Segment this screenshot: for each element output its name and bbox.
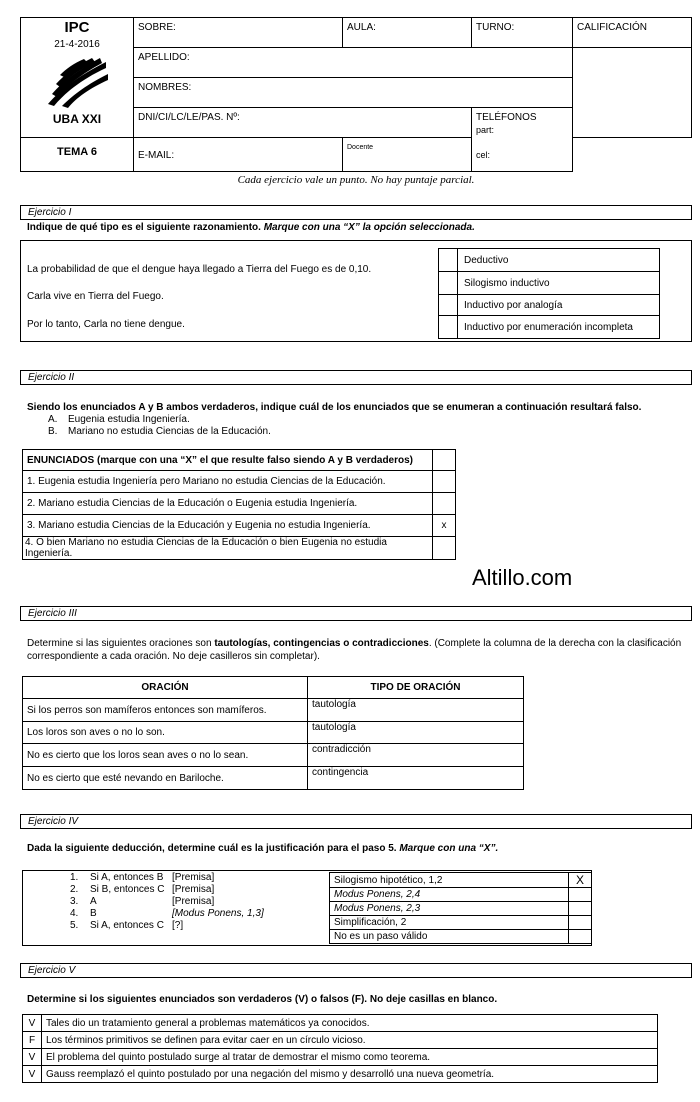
ex4-mark-5[interactable] <box>569 930 592 944</box>
cel-label: cel: <box>476 150 491 160</box>
telefonos-label: TELÉFONOS <box>476 112 537 123</box>
ex2-mark-2[interactable] <box>433 493 456 515</box>
ex4-option-3: Modus Ponens, 2,3 <box>330 902 569 916</box>
ex1-option-1: Deductivo <box>458 249 660 272</box>
ex3-col-oracion: ORACIÓN <box>23 677 308 699</box>
part-label: part: <box>476 125 495 135</box>
ex3-instruction-a: Determine si las siguientes oraciones son <box>27 638 215 649</box>
ex3-instruction <box>27 637 687 663</box>
ex4-step-1-n: 1. <box>70 872 79 883</box>
ex2-row-1: 1. Eugenia estudia Ingeniería pero Mariano no estudia Ciencias de la Educación. <box>23 471 433 493</box>
ex4-mark-1[interactable]: X <box>569 873 592 888</box>
ex1-title: Ejercicio I <box>20 205 692 220</box>
ex2-a-text: Eugenia estudia Ingeniería. <box>68 414 190 425</box>
ex1-mark-4[interactable] <box>439 316 458 339</box>
ex2-row-4: 4. O bien Mariano no estudia Ciencias de la Educación o bien Eugenia no estudia Ingeniería. <box>23 537 433 560</box>
ex2-instruction: Siendo los enunciados A y B ambos verdaderos, indique cuál de los enunciados que se enumeran a continuación resultará falso. <box>27 402 642 413</box>
ex3-sentence-1: Si los perros son mamíferos entonces son mamíferos. <box>23 699 308 722</box>
dni-field[interactable]: DNI/CI/LC/LE/PAS. Nº: <box>134 108 472 138</box>
ipc-title: IPC <box>64 19 90 36</box>
watermark: Altillo.com <box>472 565 573 590</box>
ex4-mark-2[interactable] <box>569 888 592 902</box>
ex4-instruction <box>27 842 498 855</box>
uba-label: UBA XXI <box>52 112 102 126</box>
calificacion-label: CALIFICACIÓN <box>573 18 692 48</box>
header-table <box>20 17 692 172</box>
ex5-title: Ejercicio V <box>20 963 692 978</box>
ex1-mark-2[interactable] <box>439 272 458 295</box>
ex4-options-table <box>329 872 592 944</box>
ex1-premise-2: Carla vive en Tierra del Fuego. <box>27 291 164 302</box>
ex4-step-2-text: Si B, entonces C <box>90 884 165 895</box>
ex5-mark-2[interactable]: F <box>23 1032 42 1049</box>
uba-logo-icon <box>42 54 112 108</box>
score-note: Cada ejercicio vale un punto. No hay puntaje parcial. <box>237 174 475 186</box>
ex4-title: Ejercicio IV <box>20 814 692 829</box>
ex2-a-label: A. <box>48 414 58 425</box>
ex2-mark-4[interactable] <box>433 537 456 560</box>
ex4-step-5-text: Si A, entonces C <box>90 920 164 931</box>
ex4-step-3-just: [Premisa] <box>172 896 215 907</box>
ex5-mark-4[interactable]: V <box>23 1066 42 1083</box>
exam-date: 21-4-2016 <box>54 39 100 50</box>
ex5-statement-1: Tales dio un tratamiento general a problemas matemáticos ya conocidos. <box>42 1015 658 1032</box>
ex1-options-table <box>438 248 660 339</box>
ex4-step-1-just: [Premisa] <box>172 872 215 883</box>
ex1-mark-1[interactable] <box>439 249 458 272</box>
tema-cell: TEMA 6 <box>21 138 134 172</box>
ex3-col-tipo: TIPO DE ORACIÓN <box>308 677 524 699</box>
ex1-option-2: Silogismo inductivo <box>458 272 660 295</box>
nombres-field[interactable]: NOMBRES: <box>134 78 573 108</box>
ex3-instruction-c: correspondiente a cada oración. No deje casilleros sin completar). <box>27 651 320 662</box>
ex1-instruction-mark: Marque con una “X” la opción seleccionada. <box>263 222 475 233</box>
aula-field[interactable]: AULA: <box>343 18 472 48</box>
ex4-step-1-text: Si A, entonces B <box>90 872 164 883</box>
ex4-step-5 <box>70 920 264 932</box>
ex4-instruction-b: Marque con una “X”. <box>399 843 499 854</box>
ex3-type-4[interactable]: contingencia <box>308 767 524 790</box>
ex2-b-text: Mariano no estudia Ciencias de la Educación. <box>68 426 271 437</box>
ex4-step-3 <box>70 896 264 908</box>
ex1-option-3: Inductivo por analogía <box>458 295 660 316</box>
ex4-option-2: Modus Ponens, 2,4 <box>330 888 569 902</box>
ex2-row-3: 3. Mariano estudia Ciencias de la Educación y Eugenia no estudia Ingeniería. <box>23 515 433 537</box>
ex1-premise-3: Por lo tanto, Carla no tiene dengue. <box>27 319 185 330</box>
ex5-statement-2: Los términos primitivos se definen para evitar caer en un círculo vicioso. <box>42 1032 658 1049</box>
ex1-premise-1: La probabilidad de que el dengue haya llegado a Tierra del Fuego es de 0,10. <box>27 264 372 275</box>
ex4-option-1: Silogismo hipotético, 1,2 <box>330 873 569 888</box>
ex4-step-4-n: 4. <box>70 908 79 919</box>
ex2-header-mark <box>433 450 456 471</box>
ex3-sentence-3: No es cierto que los loros sean aves o no lo sean. <box>23 744 308 767</box>
ex4-step-3-n: 3. <box>70 896 79 907</box>
ex2-mark-1[interactable] <box>433 471 456 493</box>
sobre-field[interactable]: SOBRE: <box>134 18 343 48</box>
calificacion-box[interactable] <box>573 48 692 138</box>
ex4-mark-3[interactable] <box>569 902 592 916</box>
ex5-table <box>22 1014 658 1083</box>
ex3-type-3[interactable]: contradicción <box>308 744 524 767</box>
ex4-step-2 <box>70 884 264 896</box>
docente-label: Docente <box>343 138 472 172</box>
ex1-option-4: Inductivo por enumeración incompleta <box>458 316 660 339</box>
turno-field[interactable]: TURNO: <box>472 18 573 48</box>
ex4-step-3-text: A <box>90 896 97 907</box>
ex2-row-2: 2. Mariano estudia Ciencias de la Educación o Eugenia estudia Ingeniería. <box>23 493 433 515</box>
ex3-type-2[interactable]: tautología <box>308 722 524 744</box>
apellido-field[interactable]: APELLIDO: <box>134 48 573 78</box>
ex3-table <box>22 676 524 790</box>
ex2-title: Ejercicio II <box>20 370 692 385</box>
ex4-step-1 <box>70 872 264 884</box>
ex3-instruction-bold: tautologías, contingencias o contradicciones <box>214 638 429 649</box>
ex2-b <box>48 425 271 438</box>
ex4-mark-4[interactable] <box>569 916 592 930</box>
ex3-title: Ejercicio III <box>20 606 692 621</box>
email-field[interactable]: E-MAIL: <box>134 138 343 172</box>
ex4-steps <box>70 872 264 932</box>
ex4-instruction-a: Dada la siguiente deducción, determine cuál es la justificación para el paso 5. <box>27 843 400 854</box>
ex4-step-4-text: B <box>90 908 97 919</box>
ex2-table <box>22 449 456 560</box>
ex3-type-1[interactable]: tautología <box>308 699 524 722</box>
ex4-step-5-n: 5. <box>70 920 79 931</box>
ex4-step-2-n: 2. <box>70 884 79 895</box>
ex2-table-header: ENUNCIADOS (marque con una “X” el que resulte falso siendo A y B verdaderos) <box>23 450 433 471</box>
ex4-step-4 <box>70 908 264 920</box>
ex5-statement-4: Gauss reemplazó el quinto postulado por una negación del mismo y desarrolló una nueva geometría. <box>42 1066 658 1083</box>
ex5-mark-1[interactable]: V <box>23 1015 42 1032</box>
ex4-option-5: No es un paso válido <box>330 930 569 944</box>
ex4-step-4-just: [Modus Ponens, 1,3] <box>172 908 264 919</box>
logo-cell <box>21 18 134 138</box>
ex3-sentence-4: No es cierto que esté nevando en Bariloche. <box>23 767 308 790</box>
ex2-mark-3[interactable]: x <box>433 515 456 537</box>
ex4-step-5-just: [?] <box>172 920 184 931</box>
ex1-mark-3[interactable] <box>439 295 458 316</box>
ex3-instruction-b: . (Complete la columna de la derecha con la clasificación <box>428 638 682 649</box>
ex5-mark-3[interactable]: V <box>23 1049 42 1066</box>
ex4-option-4: Simplificación, 2 <box>330 916 569 930</box>
telefonos-field[interactable] <box>472 108 573 172</box>
ex4-step-2-just: [Premisa] <box>172 884 215 895</box>
ex3-sentence-2: Los loros son aves o no lo son. <box>23 722 308 744</box>
ex5-instruction: Determine si los siguientes enunciados son verdaderos (V) o falsos (F). No deje casillas en blanco. <box>27 994 498 1005</box>
ex1-instruction <box>27 221 475 234</box>
ex2-b-label: B. <box>48 426 58 437</box>
ex1-instruction-text: Indique de qué tipo es el siguiente razonamiento. <box>27 222 264 233</box>
ex5-statement-3: El problema del quinto postulado surge al tratar de demostrar el mismo como teorema. <box>42 1049 658 1066</box>
